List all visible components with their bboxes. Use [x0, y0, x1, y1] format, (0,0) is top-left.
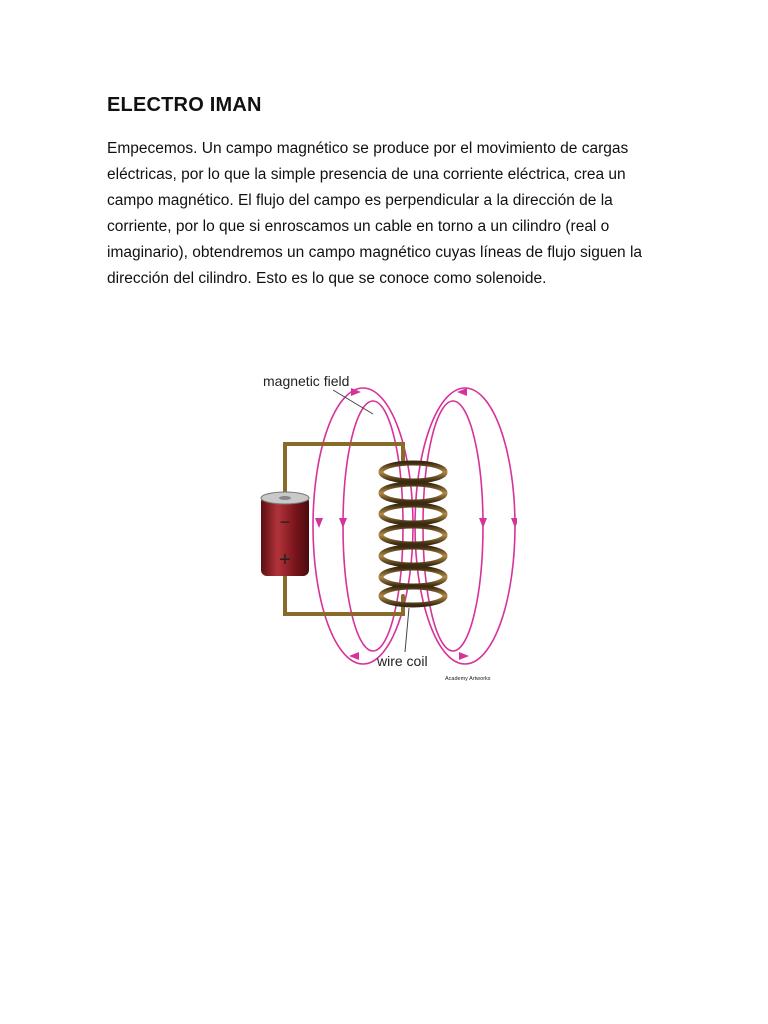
arrow-icon	[479, 518, 487, 528]
label-leader	[405, 608, 409, 652]
body-paragraph: Empecemos. Un campo magnético se produce por el movimiento de cargas eléctricas, por lo que la simple presencia de una corriente eléctrica, crea un campo magnético. El flujo del campo es perpendicular a la dirección de la corriente, por lo que si enroscamos un cable en torno a un cilindro (real o imaginario), obtendremos un campo magnético cuyas líneas de flujo siguen la dirección del cilindro. Esto es lo que se conoce como solenoide.	[107, 140, 643, 287]
arrow-icon	[511, 518, 517, 528]
solenoid-figure	[255, 368, 517, 684]
arrow-icon	[459, 652, 469, 660]
battery	[261, 492, 309, 576]
magnetic-field-label: magnetic field	[263, 373, 350, 389]
arrow-icon	[315, 518, 323, 528]
battery-minus-label: −	[279, 512, 291, 532]
wire-coil-label: wire coil	[377, 653, 428, 669]
arrow-icon	[339, 518, 347, 528]
battery-plus-label: +	[279, 549, 291, 571]
page-title: ELECTRO IMAN	[107, 94, 262, 116]
figure-credit: Academy Artworks	[445, 676, 491, 682]
